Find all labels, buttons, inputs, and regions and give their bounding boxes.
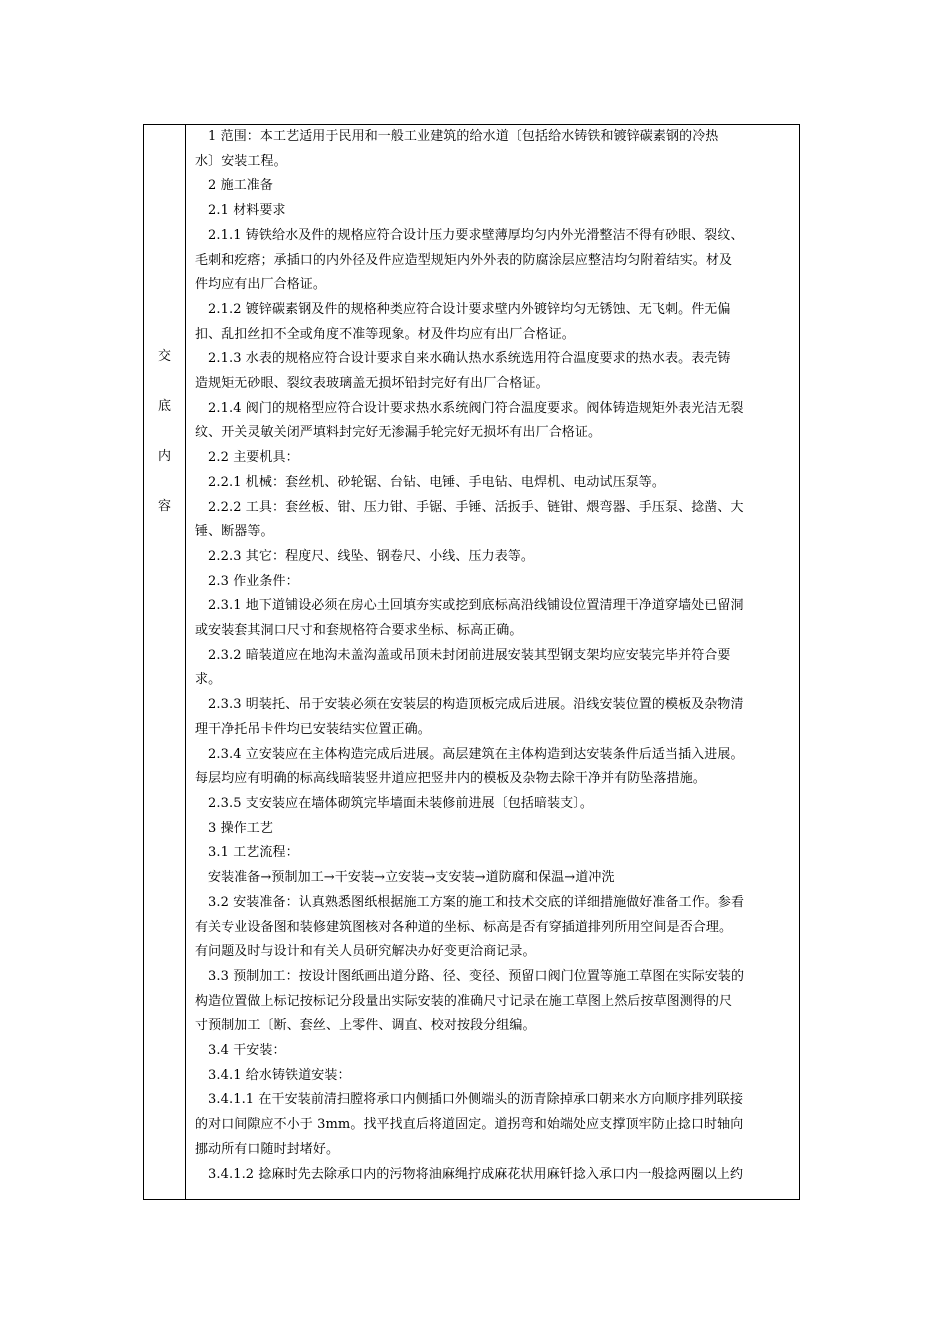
paragraph-line: 的对口间隙应不小于 3mm。找平找直后将道固定。道拐弯和始端处应支撑顶牢防止捻口时轴向	[195, 1117, 744, 1133]
label-char: 交	[157, 349, 171, 364]
paragraph-line: 2.3.2 暗装道应在地沟未盖沟盖或吊顶未封闭前进展安装其型钢支架均应安装完毕并符合要	[208, 647, 731, 663]
paragraph-line: 求。	[195, 672, 222, 688]
paragraph-line: 扣、乱扣丝扣不全或角度不准等现象。材及件均应有出厂合格证。	[195, 326, 575, 342]
paragraph-line: 3.3 预制加工：按设计图纸画出道分路、径、变径、预留口阀门位置等施工草图在实际安装的	[208, 968, 745, 984]
paragraph-line: 3.4.1.1 在干安装前清扫膛将承口内侧插口外侧端头的沥青除掉承口朝来水方向顺序排列联接	[208, 1092, 744, 1108]
paragraph-line: 纹、开关灵敏关闭严填料封完好无渗漏手轮完好无损坏有出厂合格证。	[195, 425, 602, 441]
content-column	[186, 125, 799, 1199]
paragraph-line: 2.1.3 水表的规格应符合设计要求自来水确认热水系统选用符合温度要求的热水表。表壳铸	[208, 351, 731, 367]
paragraph-line: 有问题及时与设计和有关人员研究解决办好变更洽商记录。	[195, 944, 536, 960]
paragraph-line: 3.4.1.2 捻麻时先去除承口内的污物将油麻绳拧成麻花状用麻钎捻入承口内一般捻两圈以上约	[208, 1166, 744, 1182]
paragraph-line: 2.2 主要机具：	[208, 450, 299, 466]
paragraph-line: 挪动所有口随时封堵好。	[195, 1141, 340, 1157]
paragraph-line: 件均应有出厂合格证。	[195, 277, 327, 293]
paragraph-line: 2.3.4 立安装应在主体构造完成后进展。高层建筑在主体构造到达安装条件后适当插入进展。	[208, 746, 744, 762]
paragraph-line: 锤、断器等。	[195, 524, 274, 540]
paragraph-line: 寸预制加工〔断、套丝、上零件、调直、校对按段分组编。	[195, 1018, 536, 1034]
label-chars	[144, 345, 185, 545]
paragraph-line: 水〕安装工程。	[195, 153, 287, 169]
paragraph-line: 理干净托吊卡件均已安装结实位置正确。	[195, 721, 431, 737]
paragraph-line: 或安装套其洞口尺寸和套规格符合要求坐标、标高正确。	[195, 623, 523, 639]
label-char: 底	[157, 399, 171, 414]
paragraph-line: 安装准备→预制加工→干安装→立安装→支安装→道防腐和保温→道冲洗	[208, 870, 615, 886]
paragraph-line: 2.1 材料要求	[208, 203, 286, 219]
paragraph-line: 2.3 作业条件：	[208, 573, 299, 589]
paragraph-line: 3.4.1 给水铸铁道安装：	[208, 1067, 351, 1083]
paragraph-line: 3.1 工艺流程：	[208, 845, 299, 861]
paragraph-line: 造规矩无砂眼、裂纹表玻璃盖无损坏铅封完好有出厂合格证。	[195, 376, 549, 392]
label-column	[144, 125, 186, 1199]
paragraph-line: 毛刺和疙瘩；承插口的内外径及件应造型规矩内外外表的防腐涂层应整洁均匀附着结实。材及	[195, 252, 733, 268]
paragraph-line: 2.3.3 明装托、吊于安装必须在安装层的构造顶板完成后进展。沿线安装位置的模板及杂物清	[208, 697, 744, 713]
paragraph-line: 2 施工准备	[208, 178, 274, 194]
paragraph-line: 2.1.4 阀门的规格型应符合设计要求热水系统阀门符合温度要求。阀体铸造规矩外表光洁无裂	[208, 400, 744, 416]
paragraph-line: 2.1.2 镀锌碳素钢及件的规格种类应符合设计要求壁内外镀锌均匀无锈蚀、无飞刺。件无偏	[208, 301, 731, 317]
disclosure-table	[143, 124, 800, 1200]
paragraph-line: 2.3.5 支安装应在墙体砌筑完毕墙面未装修前进展〔包括暗装支〕。	[208, 795, 594, 811]
paragraph-line: 每层均应有明确的标高线暗装竖井道应把竖井内的模板及杂物去除干净并有防坠落措施。	[195, 771, 706, 787]
paragraph-line: 2.2.3 其它：程度尺、线坠、钢卷尺、小线、压力表等。	[208, 548, 535, 564]
paragraph-line: 1 范围：本工艺适用于民用和一般工业建筑的给水道〔包括给水铸铁和镀锌碳素钢的冷热	[208, 129, 719, 144]
paragraph-line: 有关专业设备图和装修建筑图核对各种道的坐标、标高是否有穿插道排列所用空间是否合理。	[195, 919, 733, 935]
paragraph-line: 构造位置做上标记按标记分段量出实际安装的准确尺寸记录在施工草图上然后按草图测得的尺	[195, 993, 733, 1009]
paragraph-line: 2.3.1 地下道铺设必须在房心土回填夯实或挖到底标高沿线铺设位置清理干净道穿墙处已留洞	[208, 598, 744, 614]
label-char: 容	[157, 499, 171, 514]
paragraph-line: 3.2 安装准备：认真熟悉图纸根据施工方案的施工和技术交底的详细措施做好准备工作。参看	[208, 894, 745, 910]
paragraph-line: 3.4 干安装：	[208, 1043, 286, 1059]
paragraph-line: 2.2.2 工具：套丝板、钳、压力钳、手锯、手锤、活扳手、链钳、煨弯器、手压泵、捻凿、大	[208, 499, 744, 515]
paragraph-line: 3 操作工艺	[208, 820, 274, 836]
paragraph-line: 2.1.1 铸铁给水及件的规格应符合设计压力要求壁薄厚均匀内外光滑整洁不得有砂眼、裂纹、	[208, 227, 744, 243]
label-char: 内	[157, 449, 171, 464]
paragraph-line: 2.2.1 机械：套丝机、砂轮锯、台钻、电锤、手电钻、电焊机、电动试压泵等。	[208, 474, 666, 490]
